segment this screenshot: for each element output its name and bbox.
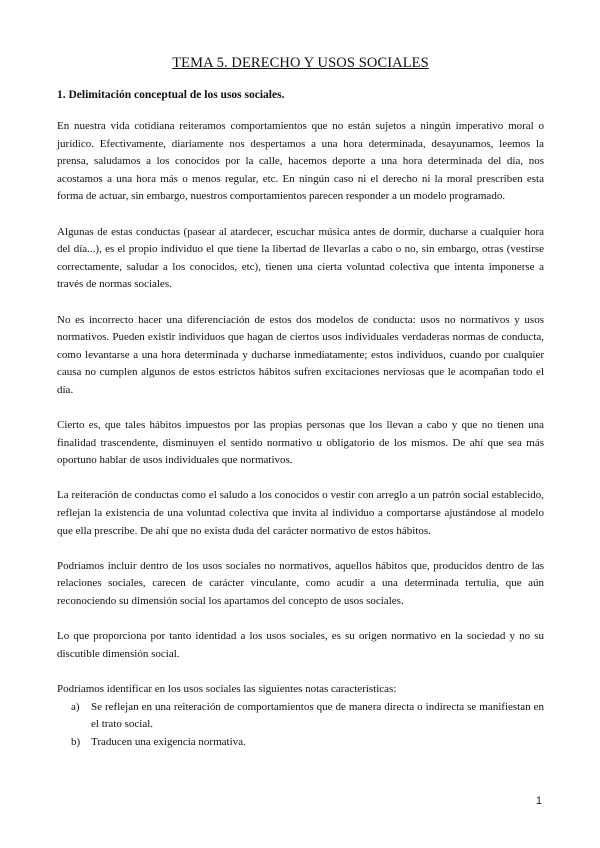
document-title: TEMA 5. DERECHO Y USOS SOCIALES xyxy=(172,55,429,71)
paragraph-3: No es incorrecto hacer una diferenciación de estos dos modelos de conducta: usos no normativos y usos normativos. Pueden existir individuos que hagan de ciertos usos individuales verdaderas normas de conducta, como levantarse a una hora determinada y ducharse inmediatamente; estos individuos, cuando por cualquier causa no cumplen algunos de estos estrictos hábitos sufren excitaciones nerviosas que le acompañan todo el día. xyxy=(57,313,544,396)
list-item-text: Se reflejan en una reiteración de comportamientos que de manera directa o indirecta se manifiestan en el trato social. xyxy=(91,700,544,731)
paragraph-2: Algunas de estas conductas (pasear al atardecer, escuchar música antes de dormir, ducharse a cualquier hora del día...), es el propio individuo el que tiene la libertad de llevarlas a cabo o no, sin embargo, otras (vestirse correctamente, saludar a los conocidos, etc), tienen una cierta voluntad colectiva que intenta imponerse a través de normas sociales. xyxy=(57,225,544,291)
paragraph-4: Cierto es, que tales hábitos impuestos por las propias personas que los llevan a cabo y que no tienen una finalidad trascendente, disminuyen el sentido normativo u obligatorio de los mismos. De ahí que sea más oportuno hablar de usos individuales que normativos. xyxy=(57,419,544,467)
list-item xyxy=(57,734,544,752)
section-heading: 1. Delimitación conceptual de los usos sociales. xyxy=(57,89,285,101)
document-page xyxy=(57,55,544,751)
list-marker: b) xyxy=(71,735,81,748)
page-number: 1 xyxy=(535,795,542,807)
characteristics-list xyxy=(57,699,544,752)
paragraph-1: En nuestra vida cotidiana reiteramos comportamientos que no están sujetos a ningún imperativo moral o jurídico. Efectivamente, diariamente nos despertamos a una hora determinada, desayunamos, leemos la prensa, saludamos a los conocidos por la calle, hacemos deporte a una hora determinada del día, nos acostamos a una hora más o menos regular, etc. En ningún caso ni el derecho ni la moral prescriben esta forma de actuar, sin embargo, nuestros comportamientos parecen responder a un modelo programado. xyxy=(57,120,544,203)
list-item xyxy=(57,699,544,734)
list-item-text: Traducen una exigencia normativa. xyxy=(91,735,246,748)
paragraph-6: Podríamos incluir dentro de los usos sociales no normativos, aquellos hábitos que, producidos dentro de las relaciones sociales, carecen de carácter vinculante, como acudir a una determinada tertulia, que aún reconociendo su dimensión social los apartamos del concepto de usos sociales. xyxy=(57,559,544,608)
paragraph-8: Podríamos identificar en los usos sociales las siguientes notas características: xyxy=(57,683,397,695)
paragraph-5: La reiteración de conductas como el saludo a los conocidos o vestir con arreglo a un patrón social establecido, reflejan la existencia de una voluntad colectiva que invita al individuo a comportarse ajustándose al modelo que ella prescribe. De ahí que no exista duda del carácter normativo de estos hábitos. xyxy=(57,489,544,537)
list-marker: a) xyxy=(71,700,80,713)
paragraph-7: Lo que proporciona por tanto identidad a los usos sociales, es su origen normativo en la sociedad y no su discutible dimensión social. xyxy=(57,630,544,660)
